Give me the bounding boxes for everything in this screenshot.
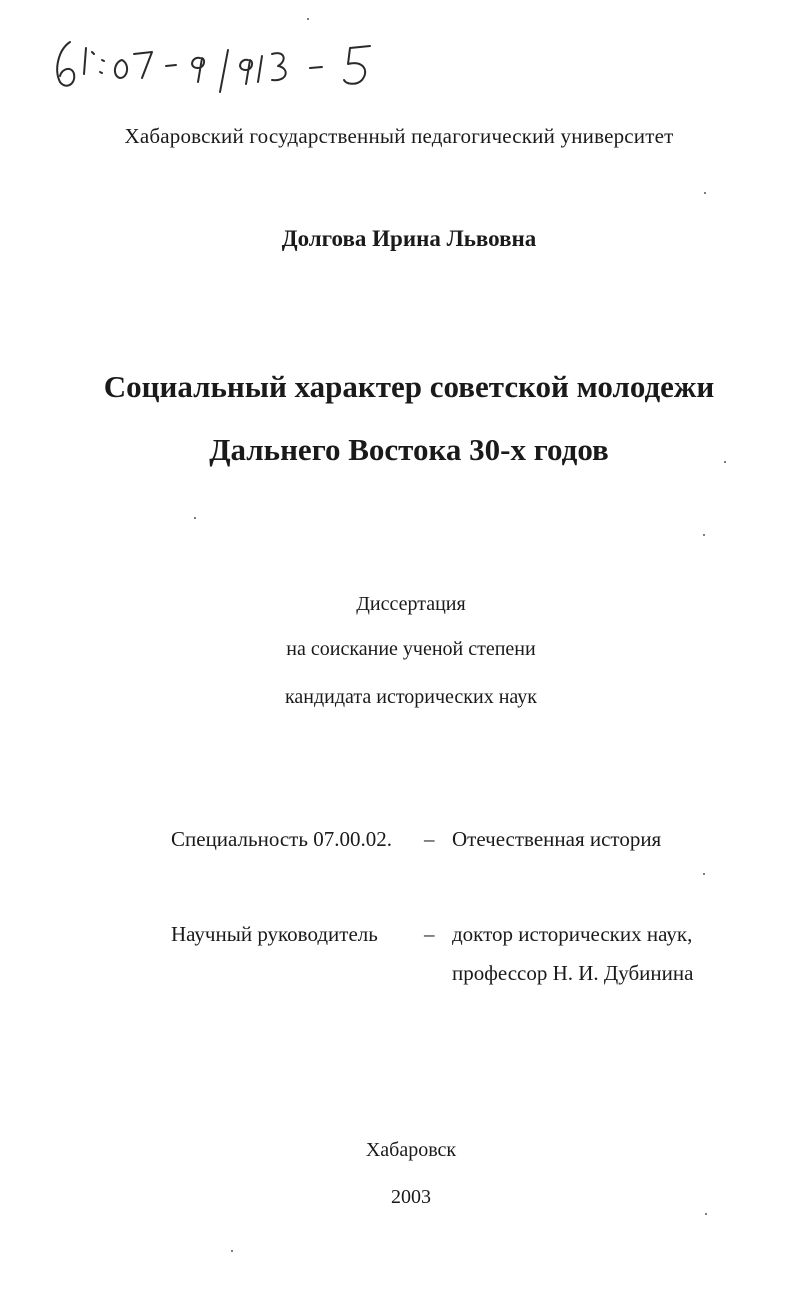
- scan-speck: [231, 1250, 233, 1252]
- scan-speck: [703, 534, 705, 536]
- scan-speck: [703, 873, 705, 875]
- handwritten-archive-number: [48, 30, 438, 110]
- supervisor-dash: –: [424, 922, 435, 946]
- degree-line-2: на соискание ученой степени: [286, 638, 536, 660]
- specialty-dash: –: [424, 827, 435, 851]
- supervisor-label: Научный руководитель: [171, 922, 378, 946]
- scan-speck: [705, 1213, 707, 1215]
- dissertation-title-line-1: Социальный характер советской молодежи: [103, 369, 715, 404]
- author-name: Долгова Ирина Львовна: [281, 226, 537, 251]
- degree-line-1: Диссертация: [356, 593, 466, 615]
- scan-speck: [307, 18, 309, 20]
- specialty-value: Отечественная история: [452, 827, 662, 851]
- supervisor-name: профессор Н. И. Дубинина: [452, 961, 694, 985]
- year: 2003: [391, 1186, 431, 1208]
- city: Хабаровск: [365, 1139, 457, 1161]
- scan-speck: [724, 461, 726, 463]
- scan-speck: [704, 192, 706, 194]
- scan-speck: [194, 517, 196, 519]
- supervisor-degree: доктор исторических наук,: [452, 922, 693, 946]
- university-name: Хабаровский государственный педагогический университет: [124, 124, 674, 148]
- dissertation-title-line-2: Дальнего Востока 30-х годов: [209, 432, 609, 467]
- degree-line-3: кандидата исторических наук: [284, 686, 538, 708]
- specialty-label: Специальность 07.00.02.: [171, 827, 392, 851]
